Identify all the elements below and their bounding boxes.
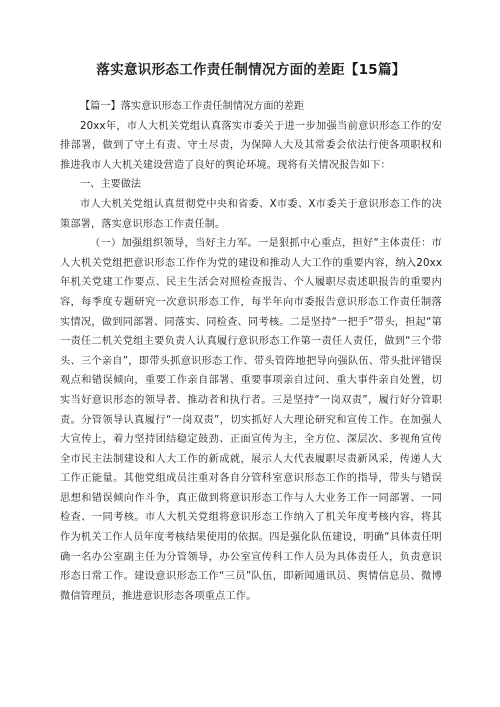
- body-paragraph-2: （一）加强组织领导，当好主力军。一是狠抓中心重点，担好“主体责任：市人大机关党组把意识形态工作作为党的建设和推动人大工作的重要内容，纳入20xx年机关党建工作要点、民主生活会对照检查报告、个人履职尽责述职报告的重要内容，每季度专题研究一次意识形态工作，每半年向市委报告意识形态工作责任制落实情况，做到同部署、同落实、同检查、同考核。二是坚持“一把手”带头，担起“第一责任二机关党组主要负责人认真履行意识形态工作第一责任人责任，做到“三个带头、三个亲自”，即带头抓意识形态工作、带头管阵地把导向强队伍、带头批评错误观点和错误倾向，重要工作亲自部署、重要事项亲自过问、重大事件亲自处置，切实当好意识形态的领导者、推动者和执行者。三是坚持“一岗双责”，履行好分管职责。分管领导认真履行“一岗双责”，切实抓好人大理论研究和宣传工作。在加强人大宣传上，着力坚持团结稳定鼓劲、正面宣传为主，全方位、深层次、多视角宣传全市民主法制建设和人大工作的新成就，展示人大代表履职尽责新风采，传递人大工作正能量。其他党组成员注重对各自分管科室意识形态工作的指导，带头与错误思想和错误倾向作斗争，真正做到将意识形态工作与人大业务工作一同部署、一同检查、一同考核。市人大机关党组将意识形态工作纳入了机关年度考核内容，将其作为机关工作人员年度考核结果使用的依据。四是强化队伍建设，明确“具体责任明确一名办公室副主任为分管领导，办公室宣传科工作人员为具体责任人，负责意识形态日常工作。建设意识形态工作“三员”队伍，即新闻通讯员、舆情信息员、微博微信管理员，推进意识形态各项重点工作。: [60, 238, 442, 602]
- section-heading: 一、主要做法: [80, 179, 142, 191]
- body-paragraph-1: 市人大机关党组认真贯彻党中央和省委、X市委、X市委关于意识形态工作的决策部署，落实意识形态工作责任制。: [60, 198, 442, 230]
- intro-paragraph: 20xx年，市人大机关党组认真落实市委关于进一步加强当前意识形态工作的安排部署，做到了守土有责、守土尽责，为保障人大及其常委会依法行使各项职权和推进我市人大机关建设营造了良好的舆论环境。现将有关情况报告如下：: [60, 120, 442, 171]
- chapter-subheading: 【篇一】落实意识形态工作责任制情况方面的差距: [80, 101, 305, 112]
- document-title: 落实意识形态工作责任制情况方面的差距【15篇】: [96, 62, 406, 78]
